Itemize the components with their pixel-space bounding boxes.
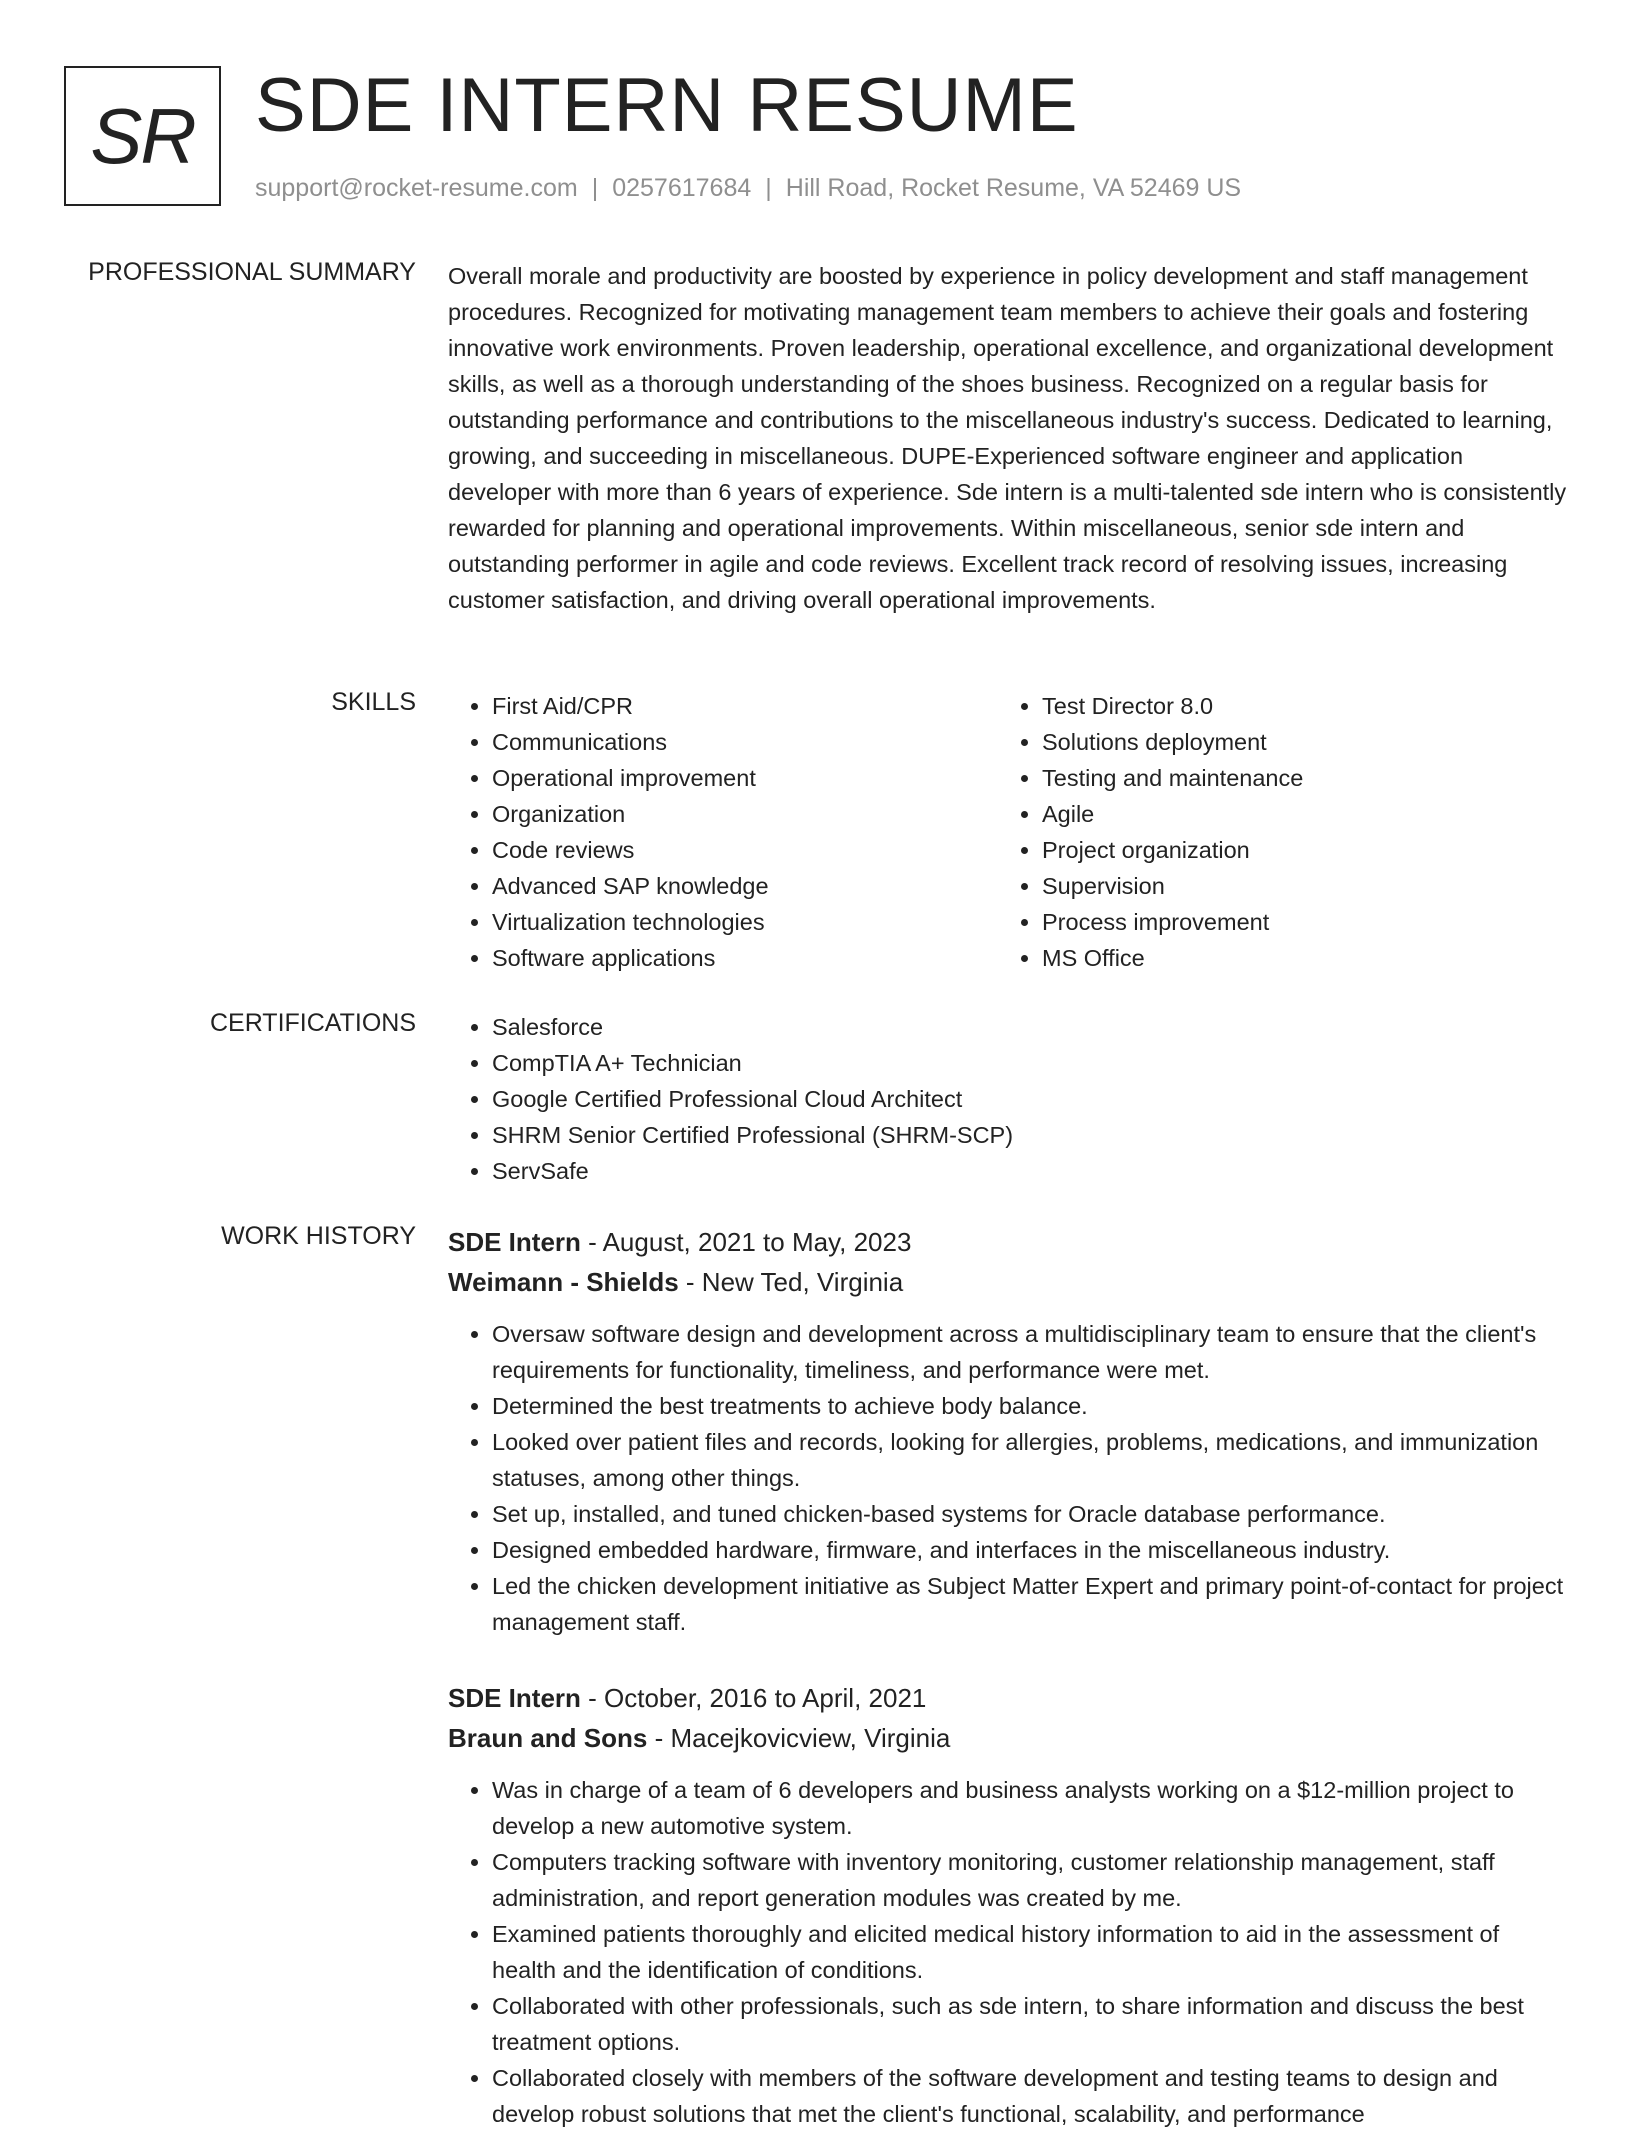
job-company: Braun and Sons [448, 1723, 648, 1753]
skill-item: • Testing and maintenance [1042, 760, 1548, 796]
summary-body [448, 258, 1568, 618]
job-company: Weimann - Shields [448, 1267, 679, 1297]
contact-email: support@rocket-resume.com [255, 174, 578, 202]
skill-item: • Organization [492, 796, 998, 832]
skill-item: • First Aid/CPR [492, 688, 998, 724]
skill-item: • MS Office [1042, 940, 1548, 976]
job-title: SDE Intern [448, 1683, 581, 1713]
skill-item: • Software applications [492, 940, 998, 976]
page-title: SDE INTERN RESUME [255, 63, 1079, 148]
certifications-list [448, 1009, 1568, 1189]
skills-column-right [998, 688, 1548, 976]
contact-phone: 0257617684 [612, 174, 752, 202]
job-bullet: • Led the chicken development initiative as Subject Matter Expert and primary point-of-contact for project management staff. [492, 1568, 1568, 1640]
certification-item: • Google Certified Professional Cloud Architect [492, 1081, 1568, 1117]
certifications-body [448, 1009, 1568, 1189]
job-location: - New Ted, Virginia [678, 1267, 904, 1297]
skills-list-left [448, 688, 998, 976]
skill-item: • Communications [492, 724, 998, 760]
job-title: SDE Intern [448, 1227, 581, 1257]
section-label-skills: SKILLS [331, 688, 416, 716]
certification-item: • SHRM Senior Certified Professional (SHRM-SCP) [492, 1117, 1568, 1153]
resume-header [64, 63, 1564, 211]
skill-item: • Operational improvement [492, 760, 998, 796]
skill-item: • Code reviews [492, 832, 998, 868]
job-company-line [448, 1718, 1568, 1758]
job-bullet: • Collaborated with other professionals, such as sde intern, to share information and discuss the best treatment options. [492, 1988, 1568, 2060]
job-entry [448, 1222, 1568, 1640]
job-company-line [448, 1262, 1568, 1302]
section-label-work-history: WORK HISTORY [221, 1222, 416, 1250]
skills-column-left [448, 688, 998, 976]
job-title-line [448, 1678, 1568, 1718]
skills-body [448, 688, 1568, 976]
certification-item: • CompTIA A+ Technician [492, 1045, 1568, 1081]
job-bullet: • Computers tracking software with inventory monitoring, customer relationship management, staff administration, and report generation modules was created by me. [492, 1844, 1568, 1916]
skill-item: • Agile [1042, 796, 1548, 832]
job-title-line [448, 1222, 1568, 1262]
job-entry [448, 1678, 1568, 2132]
skill-item: • Virtualization technologies [492, 904, 998, 940]
skill-item: • Advanced SAP knowledge [492, 868, 998, 904]
contact-separator: | [591, 174, 599, 202]
job-bullets [448, 1772, 1568, 2132]
job-bullet: • Determined the best treatments to achieve body balance. [492, 1388, 1568, 1424]
skill-item: • Test Director 8.0 [1042, 688, 1548, 724]
skills-list-right [998, 688, 1548, 976]
certification-item: • Salesforce [492, 1009, 1568, 1045]
job-bullet: • Collaborated closely with members of the software development and testing teams to design and develop robust solutions that met the client's functional, scalability, and performance [492, 2060, 1568, 2132]
contact-address: Hill Road, Rocket Resume, VA 52469 US [785, 174, 1242, 202]
skill-item: • Project organization [1042, 832, 1548, 868]
job-bullet: • Set up, installed, and tuned chicken-based systems for Oracle database performance. [492, 1496, 1568, 1532]
summary-text: Overall morale and productivity are boosted by experience in policy development and staff management procedures. Recognized for motivating management team members to achieve their goals and fostering innovative work environments. Proven leadership, operational excellence, and organizational development skills, as well as a thorough understanding of the shoes business. Recognized on a regular basis for outstanding performance and contributions to the miscellaneous industry's success. Dedicated to learning, growing, and succeeding in miscellaneous. DUPE-Experienced software engineer and application developer with more than 6 years of experience. Sde intern is a multi-talented sde intern who is consistently rewarded for planning and operational improvements. Within miscellaneous, senior sde intern and outstanding performer in agile and code reviews. Excellent track record of resolving issues, increasing customer satisfaction, and driving overall operational improvements. [448, 263, 1567, 613]
section-label-certifications: CERTIFICATIONS [209, 1009, 416, 1037]
contact-line [255, 174, 1241, 203]
job-location: - Macejkovicview, Virginia [647, 1723, 951, 1753]
job-bullet: • Designed embedded hardware, firmware, and interfaces in the miscellaneous industry. [492, 1532, 1568, 1568]
skill-item: • Solutions deployment [1042, 724, 1548, 760]
skill-item: • Process improvement [1042, 904, 1548, 940]
certification-item: • ServSafe [492, 1153, 1568, 1189]
section-label-summary: PROFESSIONAL SUMMARY [88, 258, 416, 286]
contact-separator: | [765, 174, 772, 202]
work-history-body [448, 1222, 1568, 2132]
job-dates: - October, 2016 to April, 2021 [580, 1683, 927, 1713]
job-bullet: • Looked over patient files and records, looking for allergies, problems, medications, and immunization statuses, among other things. [492, 1424, 1568, 1496]
job-dates: - August, 2021 to May, 2023 [580, 1227, 912, 1257]
job-bullet: • Was in charge of a team of 6 developers and business analysts working on a $12-million project to develop a new automotive system. [492, 1772, 1568, 1844]
job-bullet: • Examined patients thoroughly and elicited medical history information to aid in the assessment of health and the identification of conditions. [492, 1916, 1568, 1988]
job-bullets [448, 1316, 1568, 1640]
job-bullet: • Oversaw software design and development across a multidisciplinary team to ensure that the client's requirements for functionality, timeliness, and performance were met. [492, 1316, 1568, 1388]
skill-item: • Supervision [1042, 868, 1548, 904]
monogram-logo: SR [64, 66, 221, 206]
